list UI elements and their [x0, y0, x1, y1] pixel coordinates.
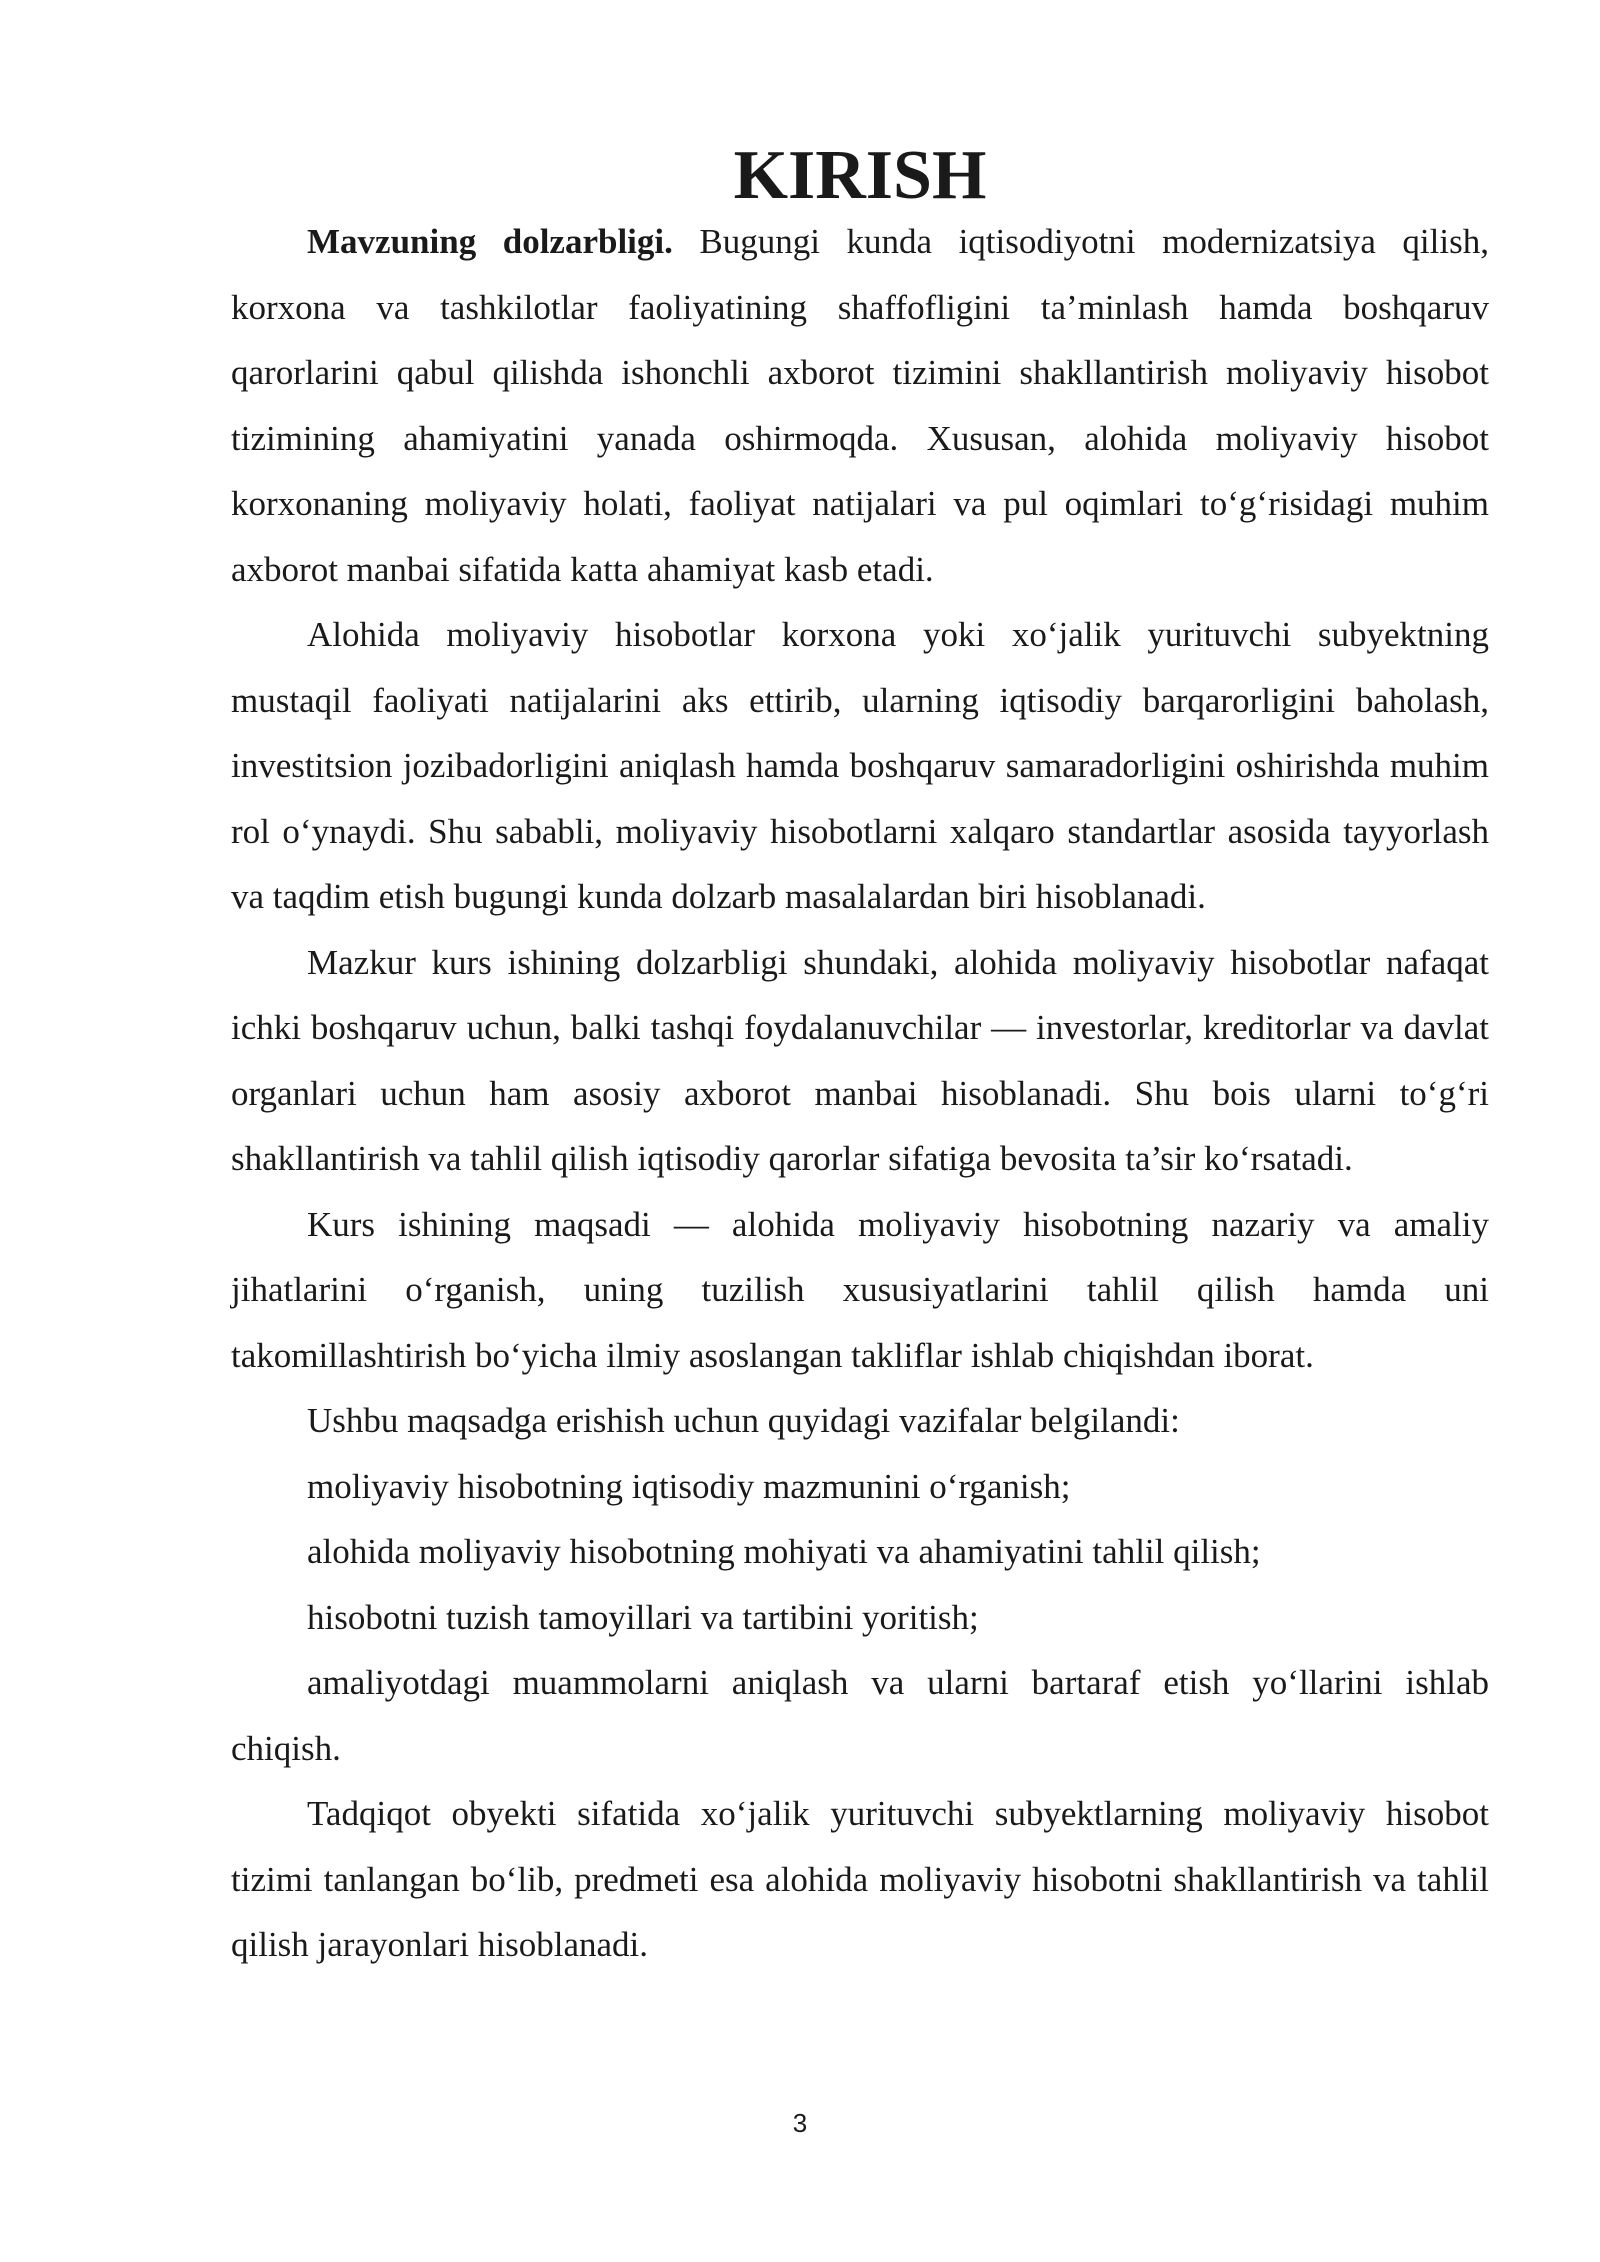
paragraph-relevance [231, 209, 1489, 602]
page-title: KIRISH [733, 137, 987, 214]
paragraph-tasks-intro: Ushbu maqsadga erishish uchun quyidagi vazifalar belgilandi: [307, 1401, 1180, 1440]
paragraph-course-relevance: Mazkur kurs ishining dolzarbligi shundaki, alohida moliyaviy hisobotlar nafaqat ichki boshqaruv uchun, balki tashqi foydalanuvchilar — investorlar, kreditorlar va davlat organlari uchun ham asosiy axborot manbai hisoblanadi. Shu bois ularni to‘g‘ri shakllantirish va tahlil qilish iqtisodiy qarorlar sifatiga bevosita ta’sir ko‘rsatadi. [231, 942, 1489, 1178]
task-item: amaliyotdagi muammolarni aniqlash va ularni bartaraf etish yo‘llarini ishlab chiqish. [231, 1663, 1489, 1768]
task-item: moliyaviy hisobotning iqtisodiy mazmunini o‘rganish; [307, 1466, 1071, 1506]
document-page [231, 137, 1489, 1978]
task-item: alohida moliyaviy hisobotning mohiyati va ahamiyatini tahlil qilish; [307, 1532, 1261, 1571]
paragraph-separate-reports: Alohida moliyaviy hisobotlar korxona yoki xo‘jalik yurituvchi subyektning mustaqil faoliyati natijalarini aks ettirib, ularning iqtisodiy barqarorligini baholash, investitsion jozibadorligini aniqlash hamda boshqaruv samaradorligini oshirishda muhim rol o‘ynaydi. Shu sababli, moliyaviy hisobotlarni xalqaro standartlar asosida tayyorlash va taqdim etish bugungi kunda dolzarb masalalardan biri hisoblanadi. [231, 615, 1489, 916]
task-item: hisobotni tuzish tamoyillari va tartibini yoritish; [307, 1597, 979, 1637]
paragraph-lead: Mavzuning dolzarbligi. [307, 222, 673, 261]
page-number: 3 [792, 2108, 808, 2138]
paragraph-text: Bugungi kunda iqtisodiyotni modernizatsiya qilish, korxona va tashkilotlar faoliyatining shaffofligini ta’minlash hamda boshqaruv qarorlarini qabul qilishda ishonchli axborot tizimini shakllantirish moliyaviy hisobot tizimining ahamiyatini yanada oshirmoqda. Xususan, alohida moliyaviy hisobot korxonaning moliyaviy holati, faoliyat natijalari va pul oqimlari to‘g‘risidagi muhim axborot manbai sifatida katta ahamiyat kasb etadi. [231, 222, 1489, 589]
paragraph-course-goal: Kurs ishining maqsadi — alohida moliyaviy hisobotning nazariy va amaliy jihatlarini o‘rganish, uning tuzilish xususiyatlarini tahlil qilish hamda uni takomillashtirish bo‘yicha ilmiy asoslangan takliflar ishlab chiqishdan iborat. [231, 1204, 1489, 1375]
paragraph-research-object: Tadqiqot obyekti sifatida xo‘jalik yurituvchi subyektlarning moliyaviy hisobot tizimi tanlangan bo‘lib, predmeti esa alohida moliyaviy hisobotni shakllantirish va tahlil qilish jarayonlari hisoblanadi. [231, 1794, 1489, 1964]
